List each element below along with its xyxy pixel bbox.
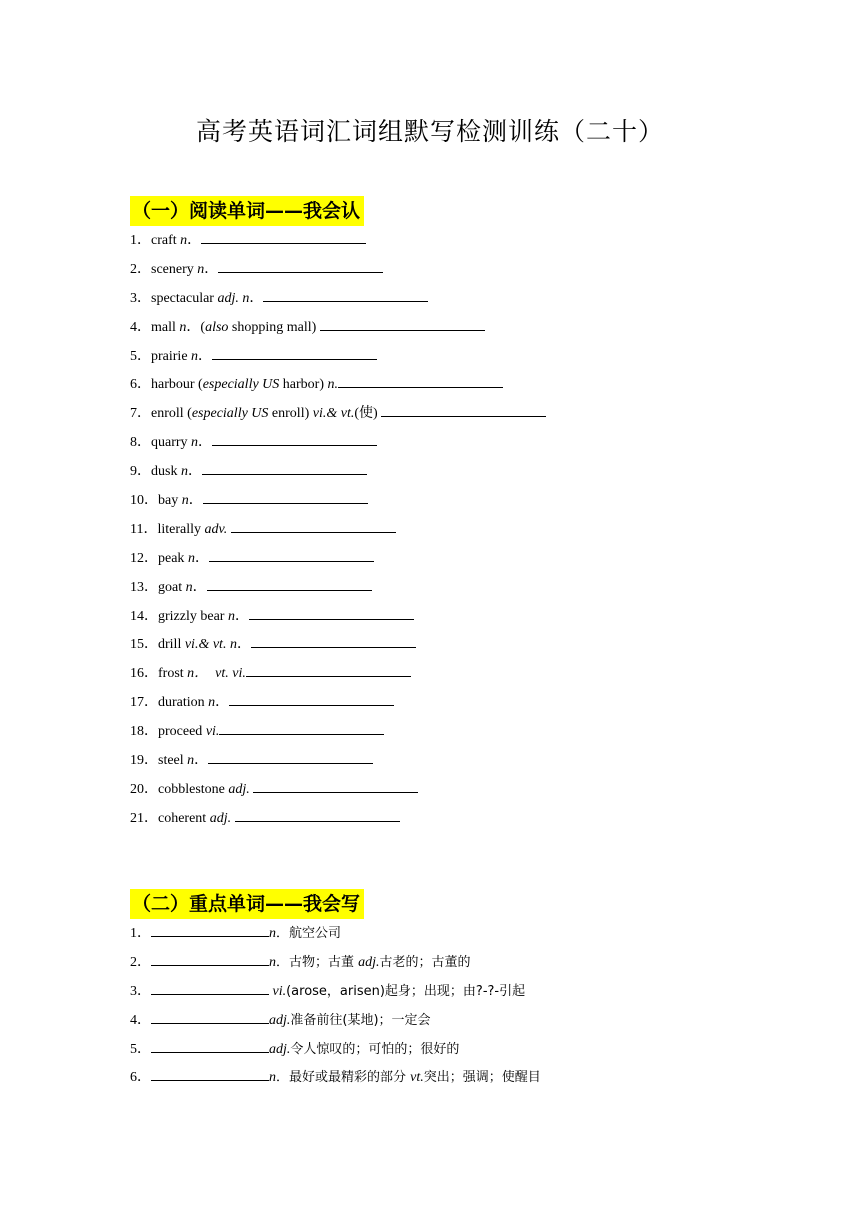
meaning: ．古物；古董: [276, 954, 359, 970]
vocab-word: cobblestone: [158, 781, 225, 797]
reading-word-list: [130, 227, 546, 834]
list-item: [130, 429, 546, 458]
part-of-speech: n: [179, 319, 187, 335]
meaning: ．航空公司: [276, 926, 342, 941]
list-item: [130, 285, 546, 314]
punctuation: ．: [215, 695, 230, 711]
punctuation: ．: [249, 290, 264, 306]
vocab-word: coherent: [158, 810, 207, 826]
item-number: 1．: [130, 233, 151, 248]
note-text: enroll): [268, 406, 313, 422]
meaning: 突出；强调；使醒目: [423, 1070, 541, 1086]
item-number: 3．: [130, 983, 151, 999]
answer-blank[interactable]: [253, 778, 418, 793]
vocab-word: harbour (: [151, 377, 203, 393]
list-item: [130, 256, 546, 285]
part-of-speech: n: [269, 1070, 276, 1086]
answer-blank[interactable]: [151, 1066, 269, 1081]
item-number: 16．: [130, 666, 158, 682]
part-of-speech: adj.: [228, 781, 250, 797]
list-item: [130, 400, 546, 429]
note-italic: especially US: [202, 377, 280, 393]
list-item: [130, 1064, 541, 1093]
list-item: [130, 631, 546, 660]
answer-blank[interactable]: [151, 1038, 269, 1053]
vocab-word: proceed: [158, 724, 203, 740]
part-of-speech: n: [269, 954, 276, 970]
vocab-word: prairie: [151, 348, 188, 364]
part-of-speech: vi.: [269, 983, 287, 999]
item-number: 20．: [130, 781, 158, 797]
item-number: 5．: [130, 348, 151, 364]
page-title: 高考英语词汇词组默写检测训练（二十）: [195, 117, 664, 146]
list-item: [130, 689, 546, 718]
list-item: [130, 747, 546, 776]
list-item: [130, 603, 546, 632]
list-item: [130, 978, 541, 1007]
answer-blank[interactable]: [151, 922, 269, 937]
item-number: 6．: [130, 1070, 151, 1086]
part-of-speech: n: [227, 608, 235, 624]
answer-blank[interactable]: [151, 980, 269, 995]
part-of-speech: n: [180, 233, 188, 248]
part-of-speech: vt.: [410, 1070, 424, 1086]
vocab-word: grizzly bear: [158, 608, 225, 624]
part-of-speech: n: [187, 550, 195, 566]
list-item: [130, 920, 541, 949]
vocab-word: craft: [151, 233, 177, 248]
item-number: 13．: [130, 579, 158, 595]
answer-blank[interactable]: [231, 518, 396, 533]
vocab-word: quarry: [151, 435, 188, 451]
list-item: [130, 718, 546, 747]
item-number: 4．: [130, 1012, 151, 1028]
answer-blank[interactable]: [151, 1009, 269, 1024]
punctuation: ．: [187, 464, 202, 480]
list-item: [130, 343, 546, 372]
punctuation: (使): [354, 406, 382, 422]
note-text: harbor): [279, 377, 328, 393]
answer-blank[interactable]: [203, 489, 368, 504]
note-italic: especially US: [191, 406, 269, 422]
vocab-word: enroll (: [151, 406, 192, 422]
note-italic: also: [205, 319, 229, 335]
part-of-speech: n: [191, 435, 199, 451]
part-of-speech: n: [269, 926, 276, 941]
answer-blank[interactable]: [209, 547, 374, 562]
note-text: shopping mall): [228, 319, 320, 335]
item-number: 12．: [130, 550, 158, 566]
list-item: [130, 574, 546, 603]
answer-blank[interactable]: [202, 460, 367, 475]
vocab-word: spectacular: [151, 290, 214, 306]
punctuation: ．: [236, 637, 251, 653]
item-number: 15．: [130, 637, 158, 653]
section-heading-writing: （二）重点单词——我会写: [130, 889, 364, 919]
item-number: 5．: [130, 1041, 151, 1057]
part-of-speech: vi.: [205, 724, 220, 740]
vocab-word: mall: [151, 319, 176, 335]
part-of-speech: n: [191, 348, 199, 364]
part-of-speech: adj.: [269, 1041, 291, 1057]
item-number: 18．: [130, 724, 158, 740]
meaning: (arose，arisen)起身；出现；由?-?-引起: [286, 983, 526, 999]
answer-blank[interactable]: [381, 402, 546, 417]
vocab-word: scenery: [151, 261, 194, 277]
answer-blank[interactable]: [208, 749, 373, 764]
meaning: 令人惊叹的；可怕的；很好的: [290, 1041, 460, 1057]
answer-blank[interactable]: [207, 576, 372, 591]
list-item: [130, 805, 546, 834]
list-item: [130, 487, 546, 516]
part-of-speech: n: [185, 579, 193, 595]
part-of-speech: n.: [327, 377, 338, 393]
section-heading-reading: （一）阅读单词——我会认: [130, 196, 364, 226]
vocab-word: duration: [158, 695, 205, 711]
part-of-speech: n: [181, 493, 189, 509]
vocab-word: dusk: [151, 464, 178, 480]
answer-blank[interactable]: [218, 258, 383, 273]
list-item: [130, 545, 546, 574]
part-of-speech: n． vt. vi.: [187, 666, 246, 682]
part-of-speech: n: [187, 753, 195, 769]
item-number: 14．: [130, 608, 158, 624]
meaning: ．最好或最精彩的部分: [276, 1070, 411, 1086]
punctuation: ．: [194, 550, 209, 566]
list-item: [130, 776, 546, 805]
list-item: [130, 516, 546, 545]
punctuation: ．: [234, 608, 249, 624]
meaning: 古老的；古董的: [379, 954, 471, 970]
item-number: 8．: [130, 435, 151, 451]
answer-blank[interactable]: [251, 633, 416, 648]
answer-blank[interactable]: [201, 229, 366, 244]
list-item: [130, 314, 546, 343]
answer-blank[interactable]: [246, 662, 411, 677]
item-number: 4．: [130, 319, 151, 335]
item-number: 19．: [130, 753, 158, 769]
list-item: [130, 458, 546, 487]
vocab-word: frost: [158, 666, 184, 682]
item-number: 2．: [130, 954, 151, 970]
vocab-word: literally: [157, 521, 202, 537]
list-item: [130, 949, 541, 978]
vocab-word: drill: [158, 637, 182, 653]
part-of-speech: n: [180, 464, 188, 480]
item-number: 21．: [130, 810, 158, 826]
part-of-speech: adj. n: [217, 290, 250, 306]
part-of-speech: n: [208, 695, 216, 711]
list-item: [130, 227, 546, 256]
punctuation: ．: [194, 753, 209, 769]
punctuation: ．: [188, 493, 203, 509]
list-item: [130, 1036, 541, 1065]
answer-blank[interactable]: [212, 345, 377, 360]
item-number: 17．: [130, 695, 158, 711]
item-number: 6．: [130, 377, 151, 393]
punctuation: ．: [192, 579, 207, 595]
answer-blank[interactable]: [151, 951, 269, 966]
item-number: 3．: [130, 290, 151, 306]
list-item: [130, 660, 546, 689]
writing-word-list: [130, 920, 541, 1093]
item-number: 9．: [130, 464, 151, 480]
part-of-speech: adj.: [358, 954, 380, 970]
part-of-speech: vi.& vt.: [312, 406, 355, 422]
meaning: 准备前往(某地)；一定会: [290, 1012, 431, 1028]
part-of-speech: vi.& vt. n: [184, 637, 237, 653]
list-item: [130, 1007, 541, 1036]
vocab-word: goat: [158, 579, 183, 595]
punctuation: ．: [198, 435, 213, 451]
part-of-speech: adj.: [269, 1012, 291, 1028]
answer-blank[interactable]: [263, 287, 428, 302]
answer-blank[interactable]: [235, 807, 400, 822]
answer-blank[interactable]: [229, 691, 394, 706]
answer-blank[interactable]: [249, 605, 414, 620]
item-number: 1．: [130, 926, 151, 941]
vocab-word: bay: [158, 493, 179, 509]
vocab-word: steel: [158, 753, 184, 769]
item-number: 10．: [130, 493, 158, 509]
part-of-speech: adj.: [209, 810, 232, 826]
punctuation: ．: [198, 348, 213, 364]
answer-blank[interactable]: [219, 720, 384, 735]
part-of-speech: adv.: [204, 521, 228, 537]
item-number: 11．: [130, 521, 158, 537]
part-of-speech: n: [197, 261, 205, 277]
punctuation: ．: [204, 261, 219, 277]
punctuation: ．(: [186, 319, 206, 335]
item-number: 2．: [130, 261, 151, 277]
answer-blank[interactable]: [338, 373, 503, 388]
answer-blank[interactable]: [320, 316, 485, 331]
punctuation: ．: [187, 233, 202, 248]
vocab-word: peak: [158, 550, 185, 566]
answer-blank[interactable]: [212, 431, 377, 446]
item-number: 7．: [130, 406, 151, 422]
list-item: [130, 371, 546, 400]
